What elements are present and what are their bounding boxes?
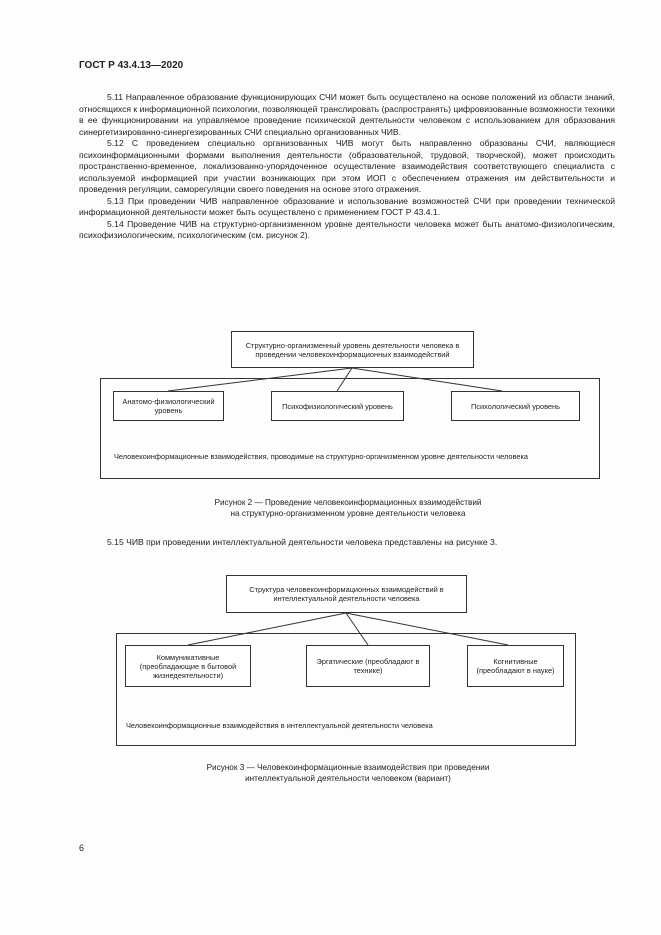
paragraph-5-12: 5.12 С проведением специально организованных ЧИВ могут быть направленно образованы СЧИ, являющиеся психоинформационными формами выполнения деятельности (образовательной, трудовой, творческой), может происходить пространственно-временное, локализованно-упорядоченное осуществление взаимодействия соответствующего специалиста с используемой информацией при участии возникающих при этом ИОП с обеспечением отражения им действительности и проведения регуляции, саморегуляции своего поведения на основе этого отражения.	[79, 138, 615, 194]
figure-3-caption-line-1: Рисунок 3 — Человекоинформационные взаимодействия при проведении	[206, 763, 490, 772]
figure-3-footer-label: Человекоинформационные взаимодействия в интеллектуальной деятельности человека	[126, 721, 433, 730]
figure-2-level-psychophysio: Психофизиологический уровень	[271, 391, 404, 421]
figure-3-caption-line-2: интеллектуальной деятельности человеком (вариант)	[245, 774, 451, 783]
document-header: ГОСТ Р 43.4.13—2020	[79, 60, 184, 71]
figure-3-top-box: Структура человекоинформационных взаимодействий в интеллектуальной деятельности человека	[226, 575, 467, 613]
paragraph-5-14: 5.14 Проведение ЧИВ на структурно-организменном уровне деятельности человека может быть анатомо-физиологическим, психофизиологическим, психологическим (см. рисунок 2).	[79, 218, 615, 240]
figure-3-level-communicative: Коммуникативные (преобладающие в бытовой жизнедеятельности)	[125, 645, 251, 687]
figure-2-caption-line-2: на структурно-организменном уровне деятельности человека	[230, 509, 466, 518]
figure-3-caption	[80, 762, 616, 784]
figure-2-caption-line-1: Рисунок 2 — Проведение человекоинформационных взаимодействий	[214, 498, 482, 507]
figure-2-top-box: Структурно-организменный уровень деятельности человека в проведении человекоинформационных взаимодействий	[231, 331, 474, 368]
figure-3-level-ergatic: Эргатические (преобладают в технике)	[306, 645, 430, 687]
figure-2-level-anatomo: Анатомо-физиологический уровень	[113, 391, 224, 421]
paragraph-5-13: 5.13 При проведении ЧИВ направленное образование и использование возможностей СЧИ при проведении технической информационной деятельности может быть осуществлено с применением ГОСТ Р 43.4.1.	[79, 195, 615, 217]
paragraph-5-11: 5.11 Направленное образование функционирующих СЧИ может быть осуществлено на основе положений из области знаний, относящихся к информационной психологии, позволяющей транслировать (распространять) цифровизованные возможности техники в ее функционировании на управляемое проведение психической деятельности человеком с использованием для образования синергетизированно-синергезированных СЧИ специально организованных ЧИВ.	[79, 92, 615, 137]
figure-3-level-cognitive: Когнитивные (преобладают в науке)	[467, 645, 564, 687]
figure-2-level-psycho: Психологический уровень	[451, 391, 580, 421]
figure-2-footer-label: Человекоинформационные взаимодействия, проводимые на структурно-организменном уровне деятельности человека	[114, 452, 528, 461]
page-number: 6	[79, 843, 85, 853]
paragraph-5-15: 5.15 ЧИВ при проведении интеллектуальной деятельности человека представлены на рисунке 3.	[107, 537, 498, 547]
